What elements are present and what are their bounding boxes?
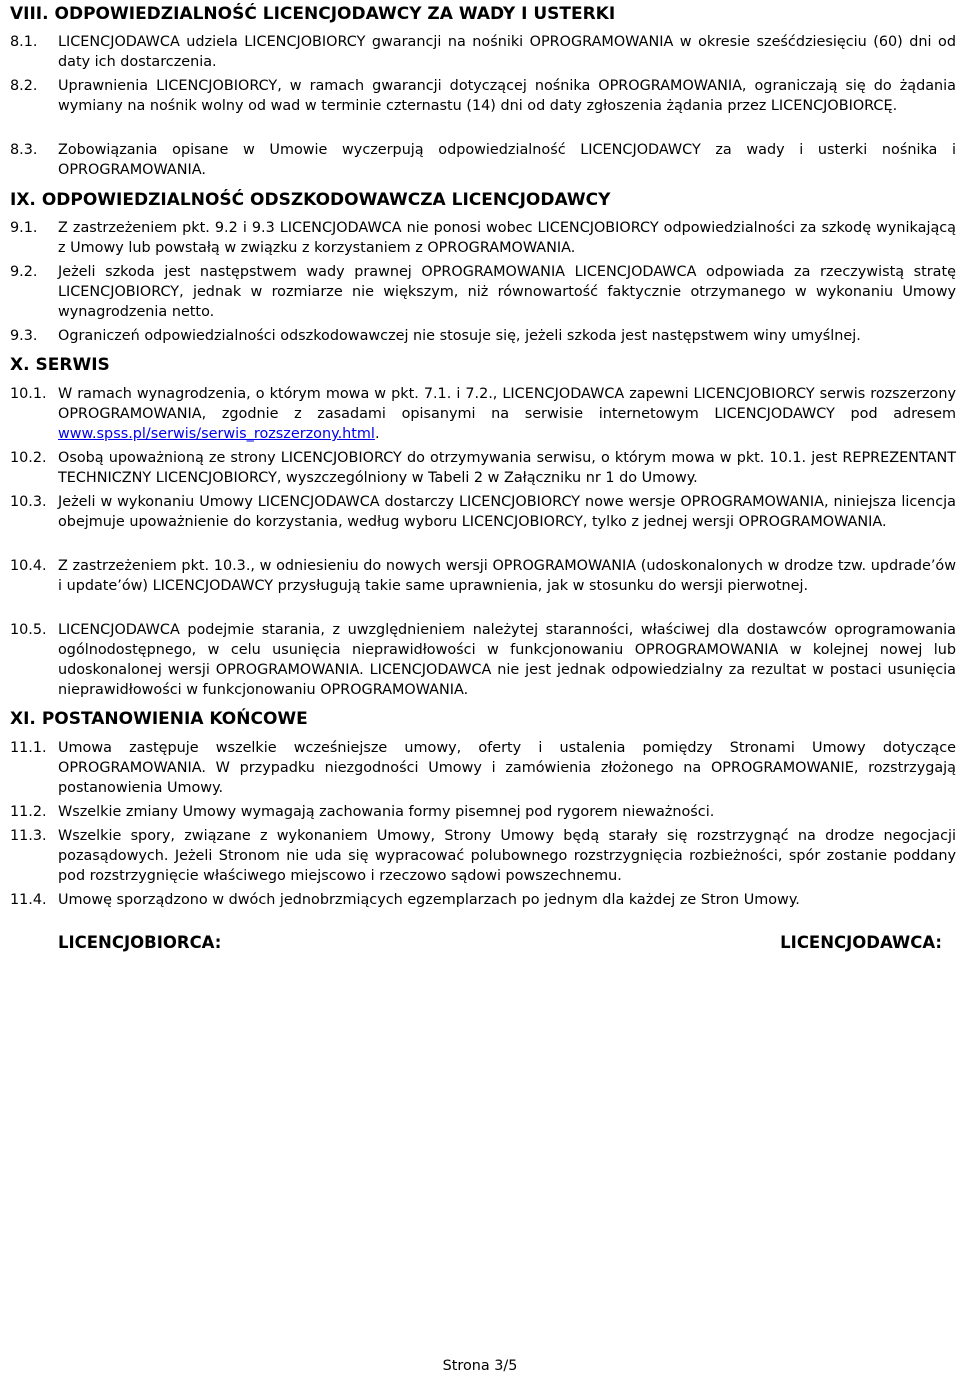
clause-number: 9.2. [10,264,38,280]
section-heading-viii [10,4,615,24]
service-url-link[interactable]: www.spss.pl/serwis/serwis_rozszerzony.html [58,426,375,442]
clause-8-3 [10,140,956,180]
clause-10-5 [10,620,956,700]
clause-8-1 [10,32,956,72]
clause-number: 9.1. [10,220,38,236]
clause-10-4 [10,556,956,596]
section-title: POSTANOWIENIA KOŃCOWE [41,709,308,729]
clause-10-1 [10,384,956,444]
clause-11-1 [10,738,956,798]
clause-number: 10.4. [10,558,47,574]
clause-punctuation: . [374,426,380,442]
clause-11-2 [10,802,956,822]
clause-number: 10.1. [10,386,47,402]
clause-text: Uprawnienia LICENCJOBIORCY, w ramach gwarancji dotyczącej nośnika OPROGRAMOWANIA, ograniczają się do żądania wymiany na nośnik wolny od wad w terminie czternastu (14) dni od daty zgłoszenia żądania przez LICENCJOBIORCĘ. [58,78,956,114]
clause-number: 8.2. [10,78,38,94]
clause-text: Umowa zastępuje wszelkie wcześniejsze umowy, oferty i ustalenia pomiędzy Stronami Umowy dotyczące OPROGRAMOWANIA. W przypadku niezgodności Umowy i zamówienia złożonego na OPROGRAMOWANIE, rozstrzygają postanowienia Umowy. [58,740,956,796]
clause-number: 10.2. [10,450,47,466]
section-number: IX. [10,190,36,210]
clause-number: 11.3. [10,828,47,844]
clause-number: 11.4. [10,892,47,908]
section-heading-x [10,355,110,375]
clause-10-2 [10,448,956,488]
clause-number: 8.1. [10,34,38,50]
section-heading-ix [10,190,610,210]
clause-9-3 [10,326,956,346]
clause-10-3 [10,492,956,532]
clause-number: 11.2. [10,804,47,820]
clause-number: 11.1. [10,740,47,756]
clause-number: 8.3. [10,142,38,158]
section-heading-xi [10,709,308,729]
clause-9-1 [10,218,956,258]
clause-text: Osobą upoważnioną ze strony LICENCJOBIORCY do otrzymywania serwisu, o którym mowa w pkt. 10.1. jest REPREZENTANT TECHNICZNY LICENCJOBIORCY, wyszczególniony w Tabeli 2 w Załączniku nr 1 do Umowy. [58,450,956,486]
signature-licensee-label: LICENCJOBIORCA: [58,933,222,952]
clause-text: Z zastrzeżeniem pkt. 9.2 i 9.3 LICENCJODAWCA nie ponosi wobec LICENCJOBIORCY odpowiedzialności za szkodę wynikającą z Umowy lub powstałą w związku z korzystaniem z OPROGRAMOWANIA. [58,220,956,256]
clause-11-3 [10,826,956,886]
clause-number: 9.3. [10,328,38,344]
clause-text: Jeżeli w wykonaniu Umowy LICENCJODAWCA dostarczy LICENCJOBIORCY nowe wersje OPROGRAMOWANIA, niniejsza licencja obejmuje upoważnienie do korzystania, według wyboru LICENCJOBIORCY, tylko z jednej wersji OPROGRAMOWANIA. [58,494,956,530]
section-number: VIII. [10,4,49,24]
clause-text: Jeżeli szkoda jest następstwem wady prawnej OPROGRAMOWANIA LICENCJODAWCA odpowiada za rzeczywistą stratę LICENCJOBIORCY, jednak w rozmiarze nie większym, niż równowartość faktycznie otrzymanego w wykonaniu Umowy wynagrodzenia netto. [58,264,956,320]
clause-text: Wszelkie zmiany Umowy wymagają zachowania formy pisemnej pod rygorem nieważności. [58,804,715,820]
clause-text: LICENCJODAWCA udziela LICENCJOBIORCY gwarancji na nośniki OPROGRAMOWANIA w okresie sześćdziesięciu (60) dni od daty ich dostarczenia. [58,34,956,70]
page-number-footer: Strona 3/5 [442,1358,518,1374]
section-title: ODPOWIEDZIALNOŚĆ LICENCJODAWCY ZA WADY I USTERKI [54,4,616,24]
clause-text [58,384,956,444]
section-title: ODPOWIEDZIALNOŚĆ ODSZKODOWAWCZA LICENCJODAWCY [41,190,611,210]
clause-9-2 [10,262,956,322]
clause-body: W ramach wynagrodzenia, o którym mowa w pkt. 7.1. i 7.2., LICENCJODAWCA zapewni LICENCJOBIORCY serwis rozszerzony OPROGRAMOWANIA, zgodnie z zasadami opisanymi na serwisie internetowym LICENCJODAWCY pod adresem [58,386,956,422]
section-number: X. [10,355,30,375]
clause-number: 10.3. [10,494,47,510]
clause-text: Z zastrzeżeniem pkt. 10.3., w odniesieniu do nowych wersji OPROGRAMOWANIA (udoskonalonych w drodze tzw. updrade’ów i update’ów) LICENCJODAWCY przysługują takie same uprawnienia, jak w stosunku do wersji pierwotnej. [58,558,956,594]
clause-11-4 [10,890,956,910]
clause-text: Zobowiązania opisane w Umowie wyczerpują odpowiedzialność LICENCJODAWCY za wady i usterki nośnika i OPROGRAMOWANIA. [58,142,956,178]
clause-text: LICENCJODAWCA podejmie starania, z uwzględnieniem należytej staranności, właściwej dla dostawców oprogramowania ogólnodostępnego, w celu usunięcia nieprawidłowości w funkcjonowaniu OPROGRAMOWANIA w kolejnej nowej lub udoskonalonej wersji OPROGRAMOWANIA. LICENCJODAWCA nie jest jednak odpowiedzialny za rezultat w postaci usunięcia nieprawidłowości w funkcjonowaniu OPROGRAMOWANIA. [58,622,956,698]
clause-text: Wszelkie spory, związane z wykonaniem Umowy, Strony Umowy będą starały się rozstrzygnąć na drodze negocjacji pozasądowych. Jeżeli Stronom nie uda się wypracować polubownego rozstrzygnięcia rozbieżności, spór zostanie poddany pod rozstrzygnięcie właściwego miejscowo i rzeczowo sądowi powszechnemu. [58,828,956,884]
section-title: SERWIS [35,355,110,375]
signature-licensor-label: LICENCJODAWCA: [780,933,942,952]
clause-text: Ograniczeń odpowiedzialności odszkodowawczej nie stosuje się, jeżeli szkoda jest następstwem winy umyślnej. [58,328,861,344]
clause-number: 10.5. [10,622,47,638]
section-number: XI. [10,709,36,729]
clause-8-2 [10,76,956,116]
clause-text: Umowę sporządzono w dwóch jednobrzmiących egzemplarzach po jednym dla każdej ze Stron Umowy. [58,892,800,908]
